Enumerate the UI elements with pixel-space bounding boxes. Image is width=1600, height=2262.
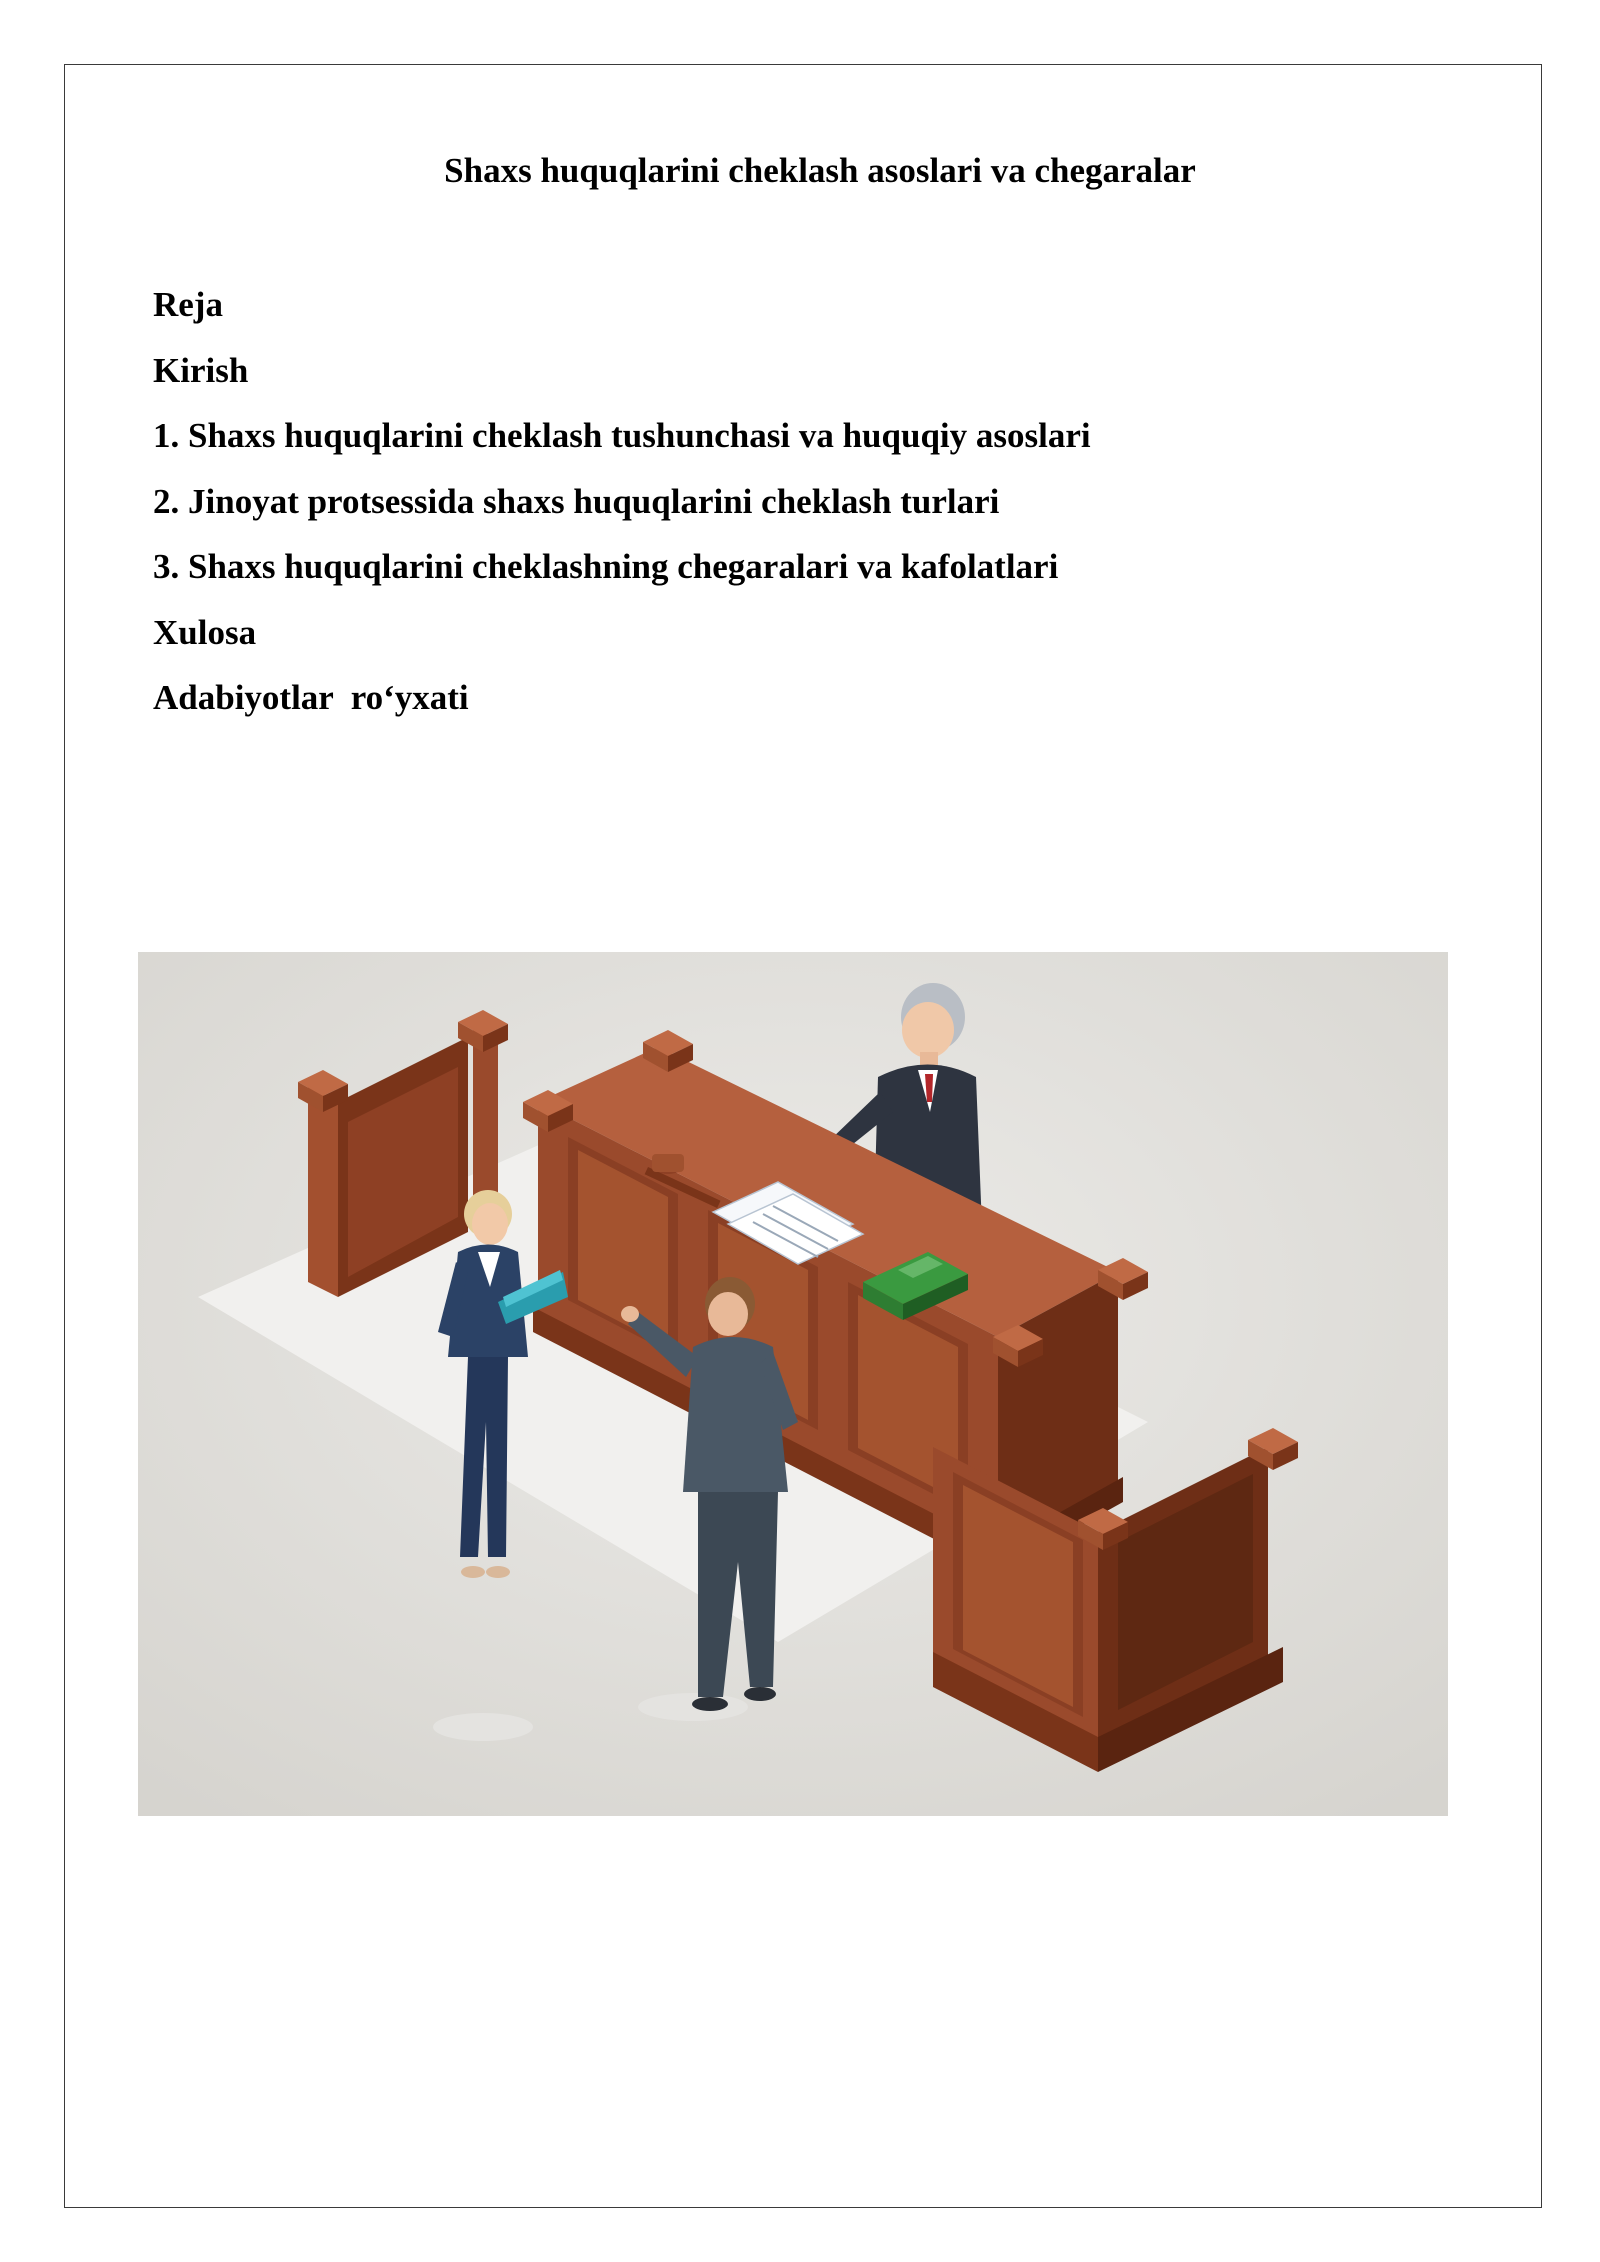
- plan-item-2: 2. Jinoyat protsessida shaxs huquqlarini cheklash turlari: [153, 481, 1000, 521]
- plan-item-introduction: Kirish: [153, 350, 249, 390]
- plan-heading: Reja: [153, 285, 223, 324]
- document-title: Shaxs huquqlarini cheklash asoslari va chegaralar: [444, 151, 1196, 190]
- plan-item-conclusion: Xulosa: [153, 612, 257, 652]
- plan-item-3: 3. Shaxs huquqlarini cheklashning chegaralari va kafolatlari: [153, 547, 1059, 586]
- plan-item-references: Adabiyotlar ro‘yxati: [153, 678, 469, 717]
- courtroom-illustration: [138, 952, 1448, 1816]
- plan-list: [153, 285, 1091, 744]
- plan-item-1: 1. Shaxs huquqlarini cheklash tushunchasi va huquqiy asoslari: [153, 416, 1091, 455]
